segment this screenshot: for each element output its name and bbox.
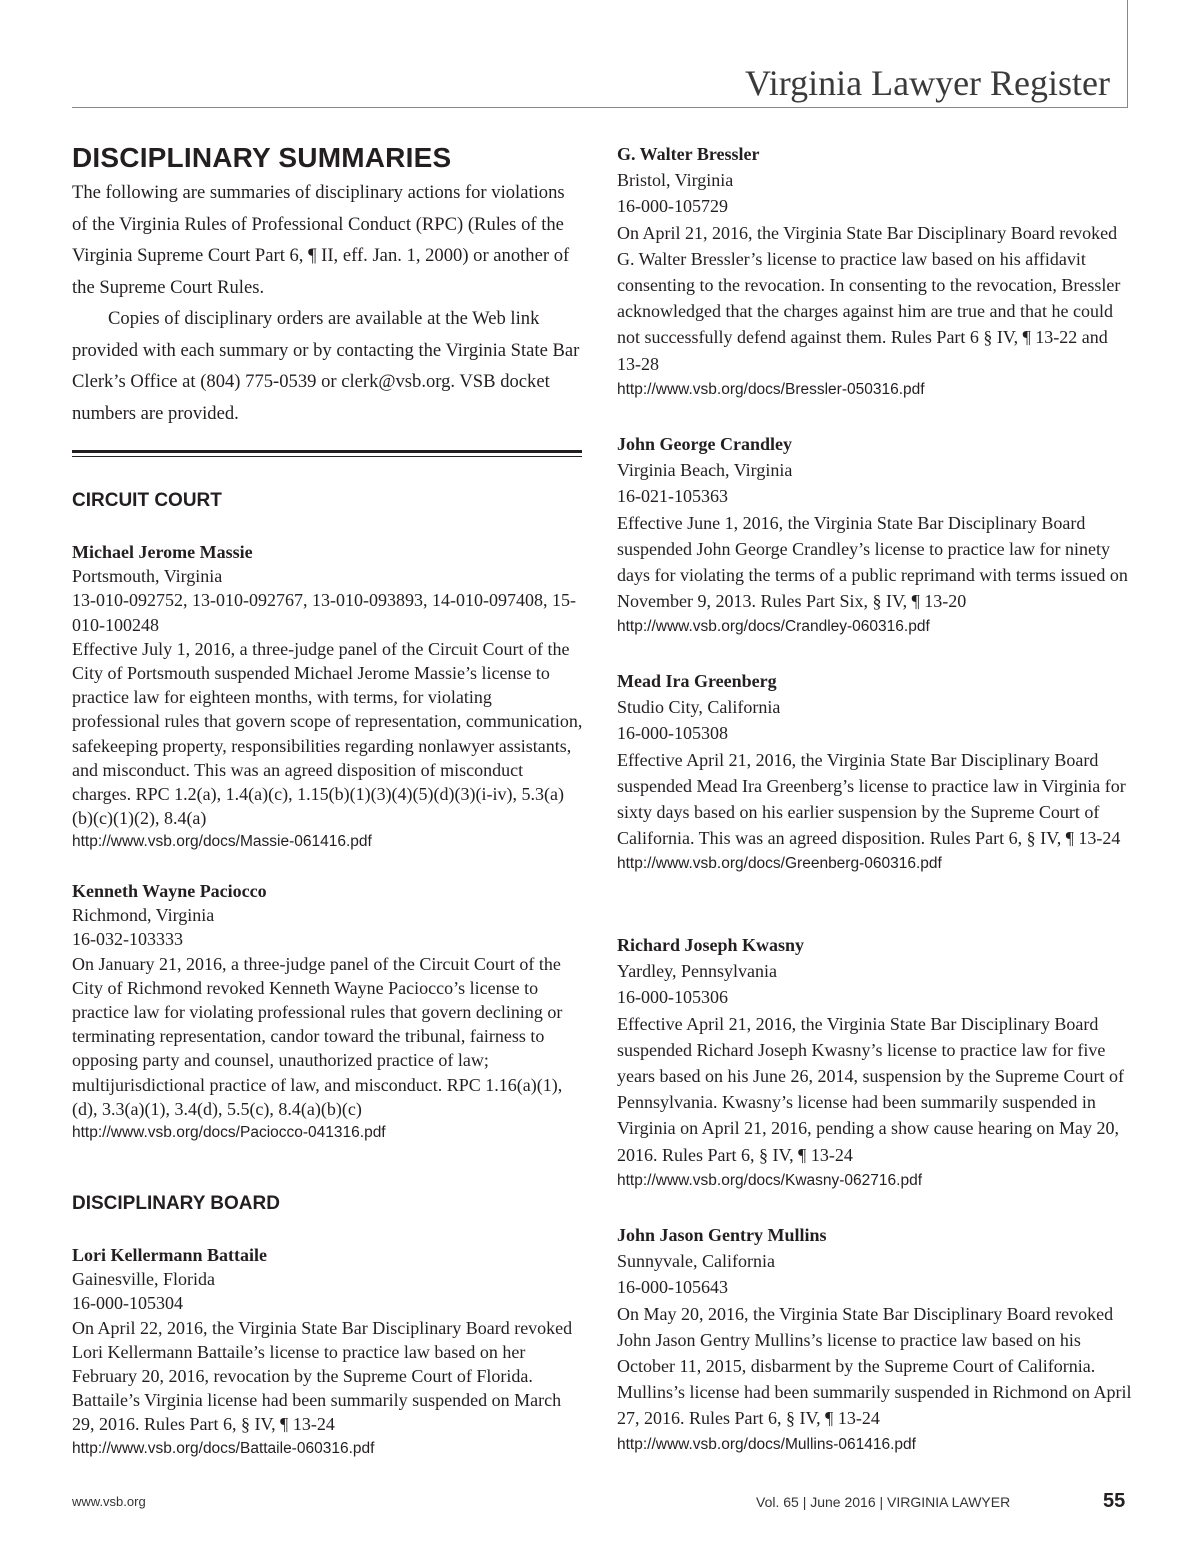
entry-mullins bbox=[617, 1222, 1132, 1458]
entry-location: Sunnyvale, California bbox=[617, 1251, 775, 1272]
entry-greenberg bbox=[617, 668, 1132, 878]
entry-summary: Effective April 21, 2016, the Virginia State Bar Disciplinary Board suspended Mead Ira Greenberg’s license to practice law in Virginia for sixty days based on his earlier suspension by the Supreme Court of California. This was an agreed disposition. Rules Part 6, § IV, ¶ 13-24 bbox=[617, 749, 1126, 849]
header-vertical-rule bbox=[1127, 0, 1128, 108]
footer-issue: Vol. 65 | June 2016 | VIRGINIA LAWYER bbox=[756, 1494, 1011, 1510]
circuit-court-heading: CIRCUIT COURT bbox=[72, 490, 222, 511]
entry-link[interactable]: http://www.vsb.org/docs/Crandley-060316.pdf bbox=[617, 618, 930, 636]
intro bbox=[72, 177, 584, 429]
entry-name: Mead Ira Greenberg bbox=[617, 671, 777, 691]
entry-link[interactable]: http://www.vsb.org/docs/Bressler-050316.pdf bbox=[617, 380, 925, 398]
entry-docket: 16-000-105729 bbox=[617, 196, 728, 217]
entry-docket: 16-000-105308 bbox=[617, 723, 728, 744]
entry-docket: 13-010-092752, 13-010-092767, 13-010-093893, 14-010-097408, 15-010-100248 bbox=[72, 590, 576, 635]
intro-paragraph: Copies of disciplinary orders are available at the Web link provided with each summary or by contacting the Virginia State Bar Clerk’s Office at (804) 775-0539 or clerk@vsb.org. VSB docket numbers are provided. bbox=[72, 308, 580, 424]
entry-summary: Effective April 21, 2016, the Virginia State Bar Disciplinary Board suspended Richard Joseph Kwasny’s license to practice law for five years based on his June 26, 2014, suspension by the Supreme Court of Pennsylvania. Kwasny’s license had been summarily suspended in Virginia on April 21, 2016, pending a show cause hearing on May 20, 2016. Rules Part 6, § IV, ¶ 13-24 bbox=[617, 1013, 1124, 1165]
entry-link[interactable]: http://www.vsb.org/docs/Battaile-060316.pdf bbox=[72, 1439, 375, 1457]
entry-crandley bbox=[617, 431, 1132, 641]
entry-name: Kenneth Wayne Paciocco bbox=[72, 881, 267, 901]
entry-link[interactable]: http://www.vsb.org/docs/Paciocco-041316.pdf bbox=[72, 1124, 386, 1142]
entry-name: G. Walter Bressler bbox=[617, 144, 760, 164]
entry-location: Gainesville, Florida bbox=[72, 1269, 215, 1290]
entry-docket: 16-000-105306 bbox=[617, 987, 728, 1008]
entry-name: Michael Jerome Massie bbox=[72, 542, 253, 562]
entry-kwasny bbox=[617, 932, 1132, 1194]
entry-docket: 16-000-105304 bbox=[72, 1293, 183, 1314]
entry-massie bbox=[72, 540, 584, 855]
entry-docket: 16-000-105643 bbox=[617, 1277, 728, 1298]
entry-link[interactable]: http://www.vsb.org/docs/Mullins-061416.pdf bbox=[617, 1435, 916, 1453]
footer-site[interactable]: www.vsb.org bbox=[72, 1494, 146, 1509]
entry-link[interactable]: http://www.vsb.org/docs/Massie-061416.pdf bbox=[72, 833, 372, 851]
entry-docket: 16-032-103333 bbox=[72, 929, 183, 950]
entry-name: Lori Kellermann Battaile bbox=[72, 1245, 267, 1265]
entry-location: Bristol, Virginia bbox=[617, 170, 734, 191]
disciplinary-board-heading: DISCIPLINARY BOARD bbox=[72, 1193, 280, 1214]
entry-summary: Effective July 1, 2016, a three-judge panel of the Circuit Court of the City of Portsmouth suspended Michael Jerome Massie’s license to practice law for eighteen months, with terms, for violating professional rules that govern scope of representation, communication, safekeeping property, responsibilities regarding nonlawyer assistants, and misconduct. This was an agreed disposition of misconduct charges. RPC 1.2(a), 1.4(a)(c), 1.15(b)(1)(3)(4)(5)(d)(3)(i-iv), 5.3(a)(b)(c)(1)(2), 8.4(a) bbox=[72, 638, 583, 829]
entry-summary: On May 20, 2016, the Virginia State Bar Disciplinary Board revoked John Jason Gentry Mullins’s license to practice law based on his October 11, 2015, disbarment by the Supreme Court of California. Mullins’s license had been summarily suspended in Richmond on April 27, 2016. Rules Part 6, § IV, ¶ 13-24 bbox=[617, 1303, 1132, 1429]
intro-paragraph: The following are summaries of disciplinary actions for violations of the Virginia Rules of Professional Conduct (RPC) (Rules of the Virginia Supreme Court Part 6, ¶ II, eff. Jan. 1, 2000) or another of the Supreme Court Rules. bbox=[72, 182, 570, 298]
entry-location: Richmond, Virginia bbox=[72, 905, 215, 926]
entry-name: John George Crandley bbox=[617, 434, 792, 454]
entry-battaile bbox=[72, 1243, 584, 1461]
entry-summary: Effective June 1, 2016, the Virginia State Bar Disciplinary Board suspended John George Crandley’s license to practice law for ninety days for violating the terms of a public reprimand with terms issued on November 9, 2013. Rules Part Six, § IV, ¶ 13-20 bbox=[617, 512, 1128, 612]
entry-docket: 16-021-105363 bbox=[617, 486, 728, 507]
section-title: DISCIPLINARY SUMMARIES bbox=[72, 142, 452, 173]
entry-link[interactable]: http://www.vsb.org/docs/Greenberg-060316.pdf bbox=[617, 855, 942, 873]
entry-summary: On January 21, 2016, a three-judge panel of the Circuit Court of the City of Richmond revoked Kenneth Wayne Paciocco’s license to practice law for violating professional rules that govern declining or terminating representation, candor toward the tribunal, fairness to opposing party and counsel, unauthorized practice of law; multijurisdictional practice of law, and misconduct. RPC 1.16(a)(1),(d), 3.3(a)(1), 3.4(d), 5.5(c), 8.4(a)(b)(c) bbox=[72, 953, 563, 1119]
section-divider bbox=[72, 450, 582, 457]
entry-location: Studio City, California bbox=[617, 697, 781, 718]
running-head: Virginia Lawyer Register bbox=[744, 63, 1110, 103]
entry-location: Yardley, Pennsylvania bbox=[617, 961, 777, 982]
entry-bressler bbox=[617, 141, 1132, 403]
header-rule bbox=[72, 107, 1128, 108]
entry-link[interactable]: http://www.vsb.org/docs/Kwasny-062716.pdf bbox=[617, 1171, 922, 1189]
page-number: 55 bbox=[1103, 1490, 1126, 1512]
entry-name: Richard Joseph Kwasny bbox=[617, 935, 805, 955]
entry-summary: On April 21, 2016, the Virginia State Bar Disciplinary Board revoked G. Walter Bressler’s license to practice law based on his affidavit consenting to the revocation. In consenting to the revocation, Bressler acknowledged that the charges against him are true and that he could not successfully defend against them. Rules Part 6 § IV, ¶ 13-22 and 13-28 bbox=[617, 222, 1121, 374]
entry-summary: On April 22, 2016, the Virginia State Bar Disciplinary Board revoked Lori Kellermann Battaile’s license to practice law based on her February 20, 2016, revocation by the Supreme Court of Florida. Battaile’s Virginia license had been summarily suspended on March 29, 2016. Rules Part 6, § IV, ¶ 13-24 bbox=[72, 1317, 573, 1435]
entry-name: John Jason Gentry Mullins bbox=[617, 1225, 827, 1245]
entry-location: Portsmouth, Virginia bbox=[72, 566, 223, 587]
entry-location: Virginia Beach, Virginia bbox=[617, 460, 793, 481]
entry-paciocco bbox=[72, 879, 584, 1145]
